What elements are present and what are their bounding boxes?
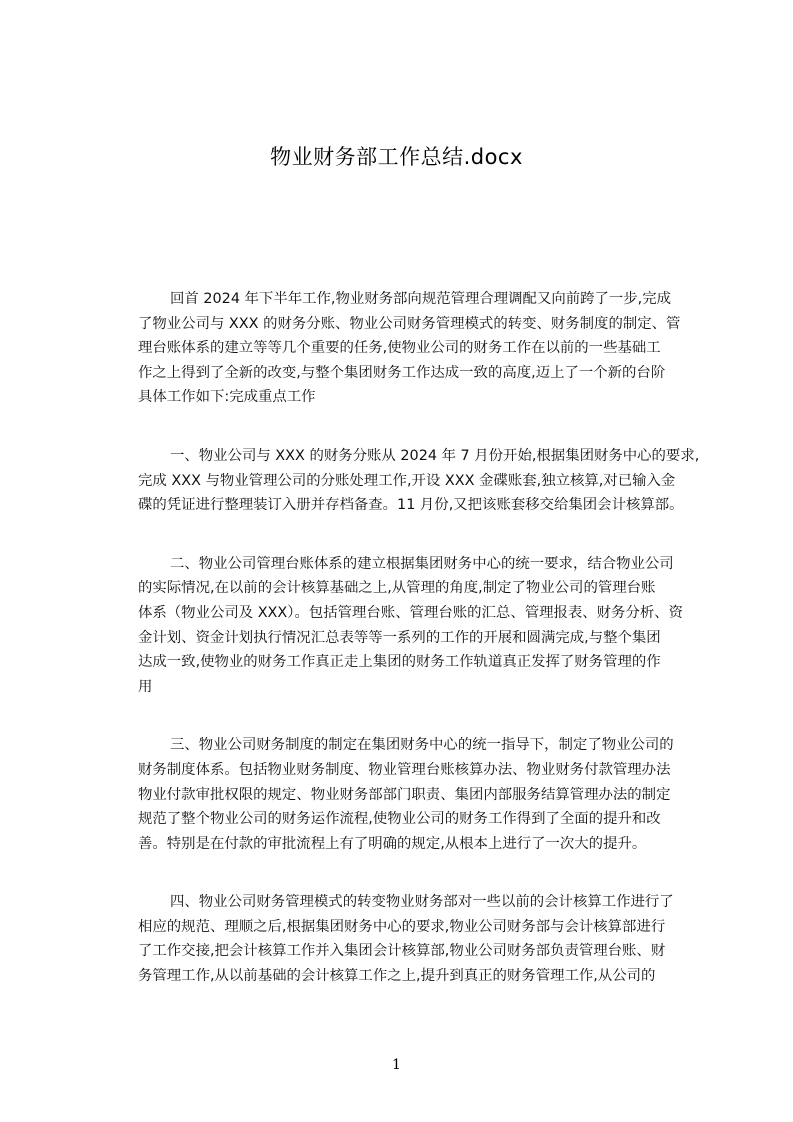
text-line: 财务制度体系。包括物业财务制度、物业管理台账核算办法、物业财务付款管理办法 xyxy=(138,761,671,778)
document-body xyxy=(106,287,702,1023)
paragraph-section-1 xyxy=(106,444,702,518)
text-line: 理台账体系的建立等等几个重要的任务,使物业公司的财务工作在以前的一些基础工 xyxy=(138,340,661,357)
text-line: 完成 XXX 与物业管理公司的分账处理工作,开设 XXX 金碟账套,独立核算,对已输入金 xyxy=(138,472,676,489)
text-line: 碟的凭证进行整理装订入册并存档备查。11 月份,又把该账套移交给集团会计核算部。 xyxy=(138,497,684,514)
text-line: 了工作交接,把会计核算工作并入集团会计核算部,物业公司财务部负责管理台账、财 xyxy=(138,943,666,960)
text-line: 相应的规范、理顺之后,根据集团财务中心的要求,物业公司财务部与会计核算部进行 xyxy=(138,918,666,935)
text-line: 四、物业公司财务管理模式的转变物业财务部对一些以前的会计核算工作进行了 xyxy=(170,894,674,911)
paragraph-intro xyxy=(106,287,702,410)
text-line: 规范了整个物业公司的财务运作流程,使物业公司的财务工作得到了全面的提升和改 xyxy=(138,811,661,828)
text-line: 具体工作如下:完成重点工作 xyxy=(138,389,316,406)
text-line: 二、物业公司管理台账体系的建立根据集团财务中心的统一要求，结合物业公司 xyxy=(170,555,674,572)
text-line: 用 xyxy=(138,678,153,695)
text-line: 善。特别是在付款的审批流程上有了明确的规定,从根本上进行了一次大的提升。 xyxy=(138,835,647,852)
text-line: 金计划、资金计划执行情况汇总表等等一系列的工作的开展和圆满完成,与整个集团 xyxy=(138,629,661,646)
document-title: 物业财务部工作总结.docx xyxy=(270,145,523,169)
paragraph-section-4 xyxy=(106,890,702,988)
text-line: 体系（物业公司及 XXX）。包括管理台账、管理台账的汇总、管理报表、财务分析、资 xyxy=(138,604,684,621)
text-line: 三、物业公司财务制度的制定在集团财务中心的统一指导下，制定了物业公司的 xyxy=(170,737,674,754)
paragraph-section-3 xyxy=(106,733,702,856)
paragraph-section-2 xyxy=(106,552,702,700)
text-line: 务管理工作,从以前基础的会计核算工作之上,提升到真正的财务管理工作,从公司的 xyxy=(138,968,656,985)
text-line: 了物业公司与 XXX 的财务分账、物业公司财务管理模式的转变、财务制度的制定、管 xyxy=(138,315,681,332)
text-line: 一、物业公司与 XXX 的财务分账从 2024 年 7 月份开始,根据集团财务中心的要求, xyxy=(170,447,700,464)
text-line: 回首 2024 年下半年工作,物业财务部向规范管理合理调配又向前跨了一步,完成 xyxy=(170,291,672,307)
text-line: 作之上得到了全新的改变,与整个集团财务工作达成一致的高度,迈上了一个新的台阶 xyxy=(138,364,666,381)
text-line: 物业付款审批权限的规定、物业财务部部门职责、集团内部服务结算管理办法的制定 xyxy=(138,786,671,803)
text-line: 的实际情况,在以前的会计核算基础之上,从管理的角度,制定了物业公司的管理台账 xyxy=(138,580,656,597)
text-line: 达成一致,使物业的财务工作真正走上集团的财务工作轨道真正发挥了财务管理的作 xyxy=(138,654,661,671)
page-number: 1 xyxy=(392,1057,401,1073)
